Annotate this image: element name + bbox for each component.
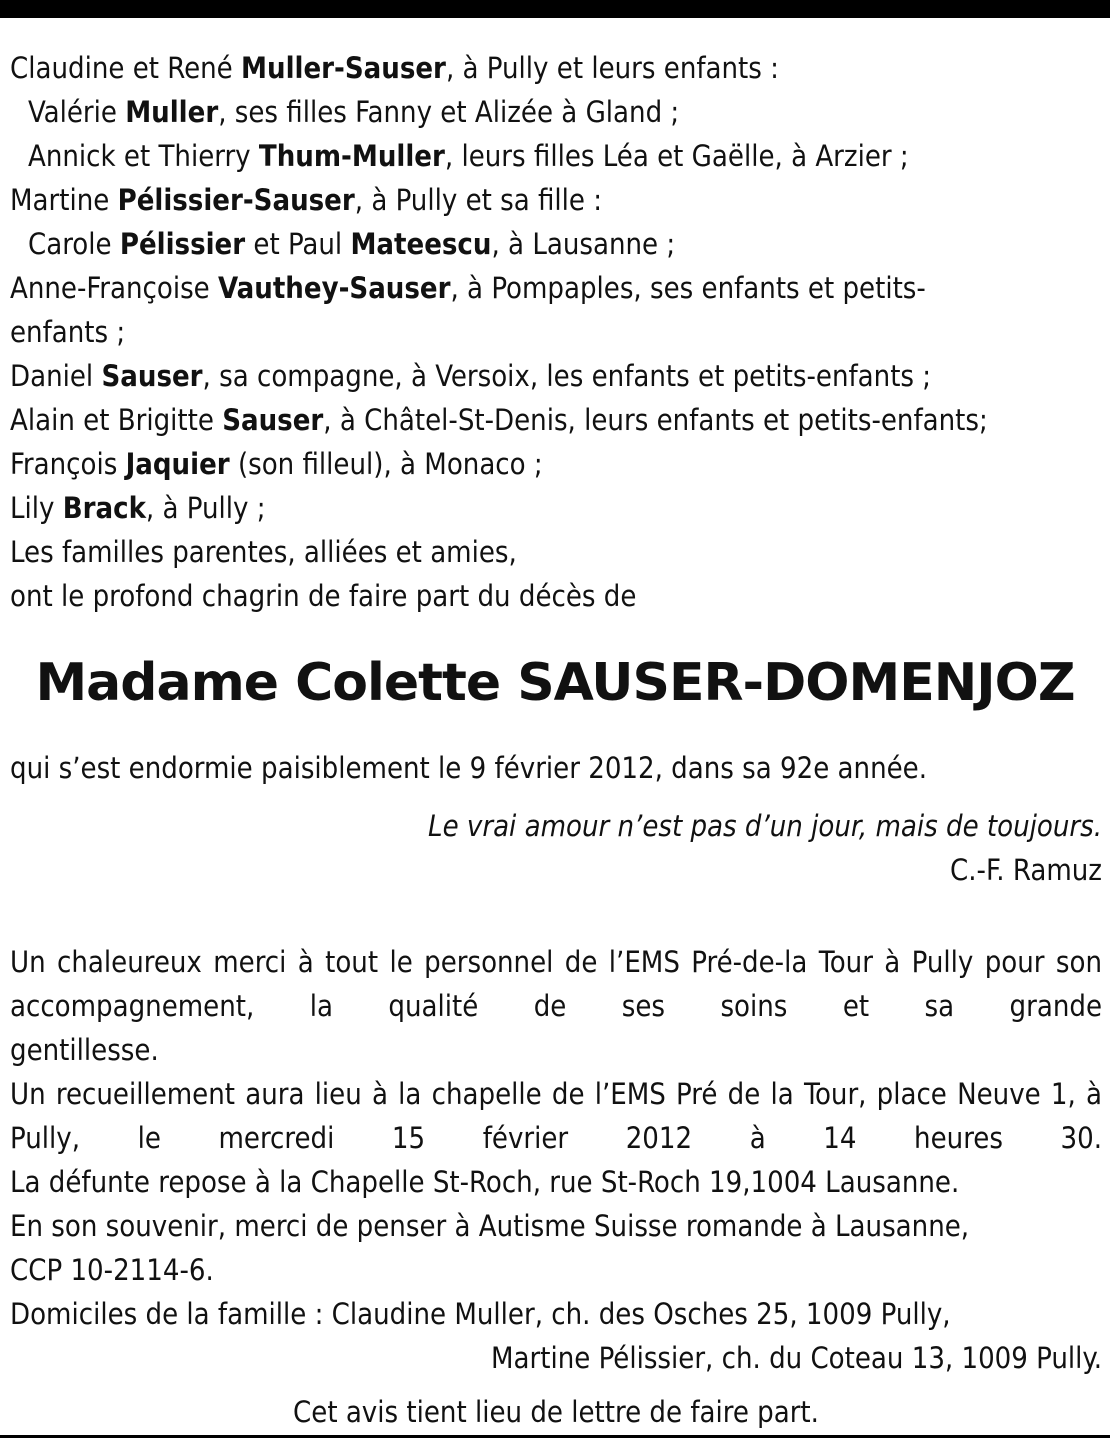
family-line: Valérie Muller, ses filles Fanny et Alizée à Gland ; [28,95,680,129]
family-line: Alain et Brigitte Sauser, à Châtel-St-Denis, leurs enfants et petits-enfants; [10,403,988,437]
family-line: ont le profond chagrin de faire part du décès de [10,579,637,613]
family-list [10,46,1102,618]
rest-line: La défunte repose à la Chapelle St-Roch, rue St-Roch 19,1004 Lausanne. [10,1165,960,1199]
ceremony-paragraph: Un recueillement aura lieu à la chapelle de l’EMS Pré de la Tour, place Neuve 1, à Pully, le mercredi 15 février 2012 à 14 heures 30. [10,1077,1102,1155]
bottom-rule [0,1435,1110,1438]
family-line: Carole Pélissier et Paul Mateescu, à Lausanne ; [28,227,676,261]
family-line: enfants ; [10,315,126,349]
thanks-paragraph: Un chaleureux merci à tout le personnel de l’EMS Pré-de-la Tour à Pully pour son accompagnement, la qualité de ses soins et sa grande [10,945,1102,1023]
closing-line: Cet avis tient lieu de lettre de faire part. [293,1395,819,1429]
family-line: Annick et Thierry Thum-Muller, leurs filles Léa et Gaëlle, à Arzier ; [28,139,909,173]
family-line: Lily Brack, à Pully ; [10,491,266,525]
family-line: François Jaquier (son filleul), à Monaco ; [10,447,543,481]
death-line: qui s’est endormie paisiblement le 9 février 2012, dans sa 92e année. [10,751,928,785]
family-line: Daniel Sauser, sa compagne, à Versoix, les enfants et petits-enfants ; [10,359,932,393]
donation-line: En son souvenir, merci de penser à Autisme Suisse romande à Lausanne, [10,1209,970,1243]
family-line: Martine Pélissier-Sauser, à Pully et sa fille : [10,183,603,217]
top-rule [0,0,1110,18]
notice-body [10,940,1102,1434]
domicile-line-2: Martine Pélissier, ch. du Coteau 13, 1009 Pully. [491,1341,1102,1375]
quote-author: C.-F. Ramuz [950,853,1102,887]
family-line: Les familles parentes, alliées et amies, [10,535,517,569]
family-line: Claudine et René Muller-Sauser, à Pully et leurs enfants : [10,51,779,85]
thanks-end: gentillesse. [10,1033,159,1067]
domicile-line-1: Domiciles de la famille : Claudine Muller, ch. des Osches 25, 1009 Pully, [10,1297,951,1331]
ccp-line: CCP 10-2114-6. [10,1253,214,1287]
deceased-name: Madame Colette SAUSER-DOMENJOZ [35,653,1075,713]
family-line: Anne-Françoise Vauthey-Sauser, à Pompaples, ses enfants et petits- [10,271,926,305]
quote-text: Le vrai amour n’est pas d’un jour, mais de toujours. [428,809,1102,843]
death-notice [10,746,1102,892]
